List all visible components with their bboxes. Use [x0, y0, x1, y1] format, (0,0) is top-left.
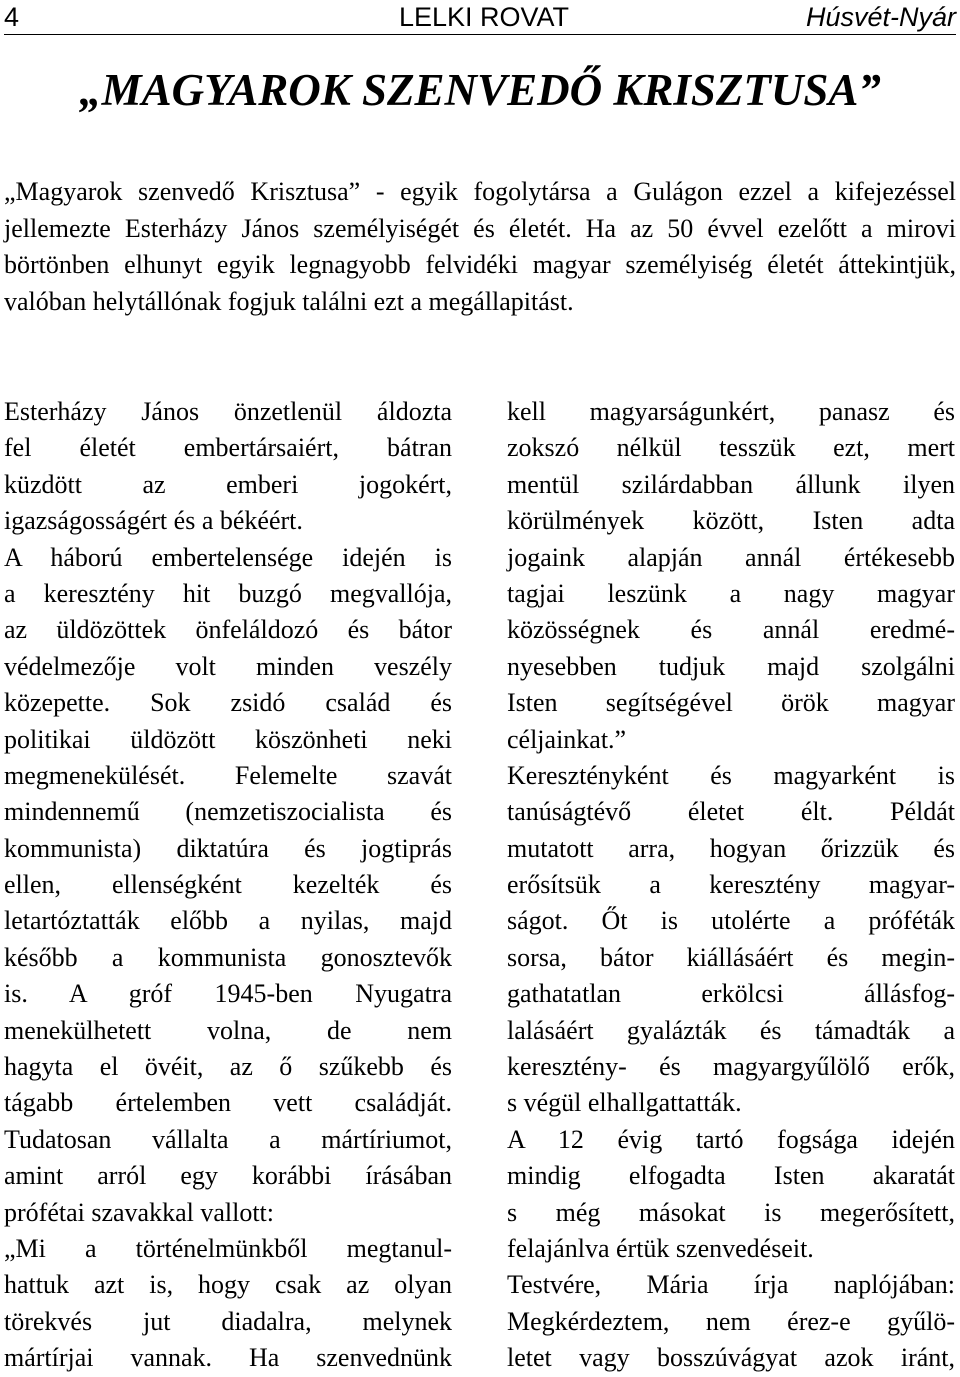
text-line: mentül szilárdabban állunk ilyen	[507, 469, 955, 499]
text-line: törekvés jut diadalra, melynek	[4, 1306, 452, 1336]
text-line: felajánlva értük szenvedéseit.	[507, 1233, 814, 1263]
issue-label: Húsvét-Nyár	[805, 2, 956, 32]
text-line: politikai üldözött köszönheti neki	[4, 724, 452, 754]
text-line: nyesebben tudjuk majd szolgálni	[507, 651, 955, 681]
text-line: Esterházy János önzetlenül áldozta	[4, 397, 452, 426]
running-header	[4, 0, 956, 35]
text-line: is. A gróf 1945-ben Nyugatra	[4, 979, 452, 1009]
text-line: hattuk azt is, hogy csak az olyan	[4, 1270, 452, 1300]
text-line: mutatott arra, hogyan őrizzük és	[507, 833, 955, 863]
text-line: A háború embertelensége idején is	[4, 542, 452, 572]
text-line: erősítsük a keresztény magyar-	[507, 870, 955, 900]
text-line: jogaink alapján annál értékesebb	[507, 542, 955, 572]
text-line: közösségnek és annál eredmé-	[507, 615, 955, 645]
text-line: „Mi a történelmünkből megtanul-	[4, 1233, 452, 1263]
text-line: Keresztényként és magyarként is	[507, 760, 955, 790]
text-line: A 12 évig tartó fogsága idején	[507, 1124, 955, 1154]
text-line: hagyta el övéit, az ő szűkebb és	[4, 1052, 452, 1082]
text-line: Megkérdeztem, nem érez-e gyűlö-	[507, 1306, 955, 1336]
text-line: körülmények között, Isten adta	[507, 506, 955, 536]
text-line: Testvére, Mária írja naplójában:	[507, 1270, 955, 1300]
page-number: 4	[4, 2, 20, 32]
text-line: küzdött az emberi jogokért,	[4, 469, 452, 499]
text-line: letet vagy bosszúvágyat azok iránt,	[507, 1343, 955, 1373]
text-line: fel életét embertársaiért, bátran	[4, 433, 452, 463]
text-line: keresztény- és magyargyűlölő erők,	[507, 1052, 955, 1082]
text-line: lalásáért gyalázták és támadták a	[507, 1015, 955, 1045]
section-title: LELKI ROVAT	[398, 2, 570, 32]
text-line: sorsa, bátor kiállásáért és megin-	[507, 942, 955, 972]
text-line: védelmezője volt minden veszély	[4, 651, 452, 681]
text-line: kell magyarságunkért, panasz és	[507, 397, 955, 426]
text-line: mindig elfogadta Isten akaratát	[507, 1161, 955, 1191]
text-line: kommunista) diktatúra és jogtiprás	[4, 833, 452, 863]
article-title: „MAGYAROK SZENVEDŐ KRISZTUSA”	[79, 65, 881, 115]
intro-paragraph: „Magyarok szenvedő Krisztusa” - egyik fogolytársa a Gulágon ezzel a kifejezéssel jellemezte Esterházy János személyiségét és életét. Ha az 50 évvel ezelőtt a mirovi börtönben elhunyt egyik legnagyobb felvidéki magyar személyiség életét áttekintjük, valóban helytállónak fogjuk találni ezt a megállapitást.	[4, 177, 956, 316]
text-line: ellen, ellenségként kezelték és	[4, 870, 452, 900]
text-line: az üldözöttek önfeláldozó és bátor	[4, 615, 452, 645]
text-line: igazságosságért és a békéért.	[4, 506, 303, 536]
text-line: mindennemű (nemzetiszocialista és	[4, 797, 452, 827]
text-line: a keresztény hit buzgó megvallója,	[4, 578, 452, 608]
text-line: Isten segítségével örök magyar	[507, 688, 955, 718]
text-line: mártírjai vannak. Ha szenvednünk	[4, 1343, 452, 1373]
text-line: s még másokat is megerősített,	[507, 1197, 955, 1227]
right-column	[507, 394, 955, 1377]
text-line: ságot. Őt is utolérte a próféták	[507, 906, 955, 936]
text-line: később a kommunista gonosztevők	[4, 942, 452, 972]
text-line: közepette. Sok zsidó család és	[4, 688, 452, 718]
text-line: céljainkat.”	[507, 724, 627, 754]
text-line: s végül elhallgattatták.	[507, 1088, 742, 1118]
text-line: amint arról egy korábbi írásában	[4, 1161, 452, 1191]
text-line: menekülhetett volna, de nem	[4, 1015, 452, 1045]
left-column	[4, 394, 452, 1377]
text-line: letartóztatták előbb a nyilas, majd	[4, 906, 452, 936]
text-line: tanúságtévő életet élt. Példát	[507, 797, 955, 827]
text-line: zokszó nélkül tesszük ezt, mert	[507, 433, 955, 463]
text-line: megmenekülését. Felemelte szavát	[4, 760, 452, 790]
text-line: gathatatlan erkölcsi állásfog-	[507, 979, 955, 1009]
text-line: Tudatosan vállalta a mártíriumot,	[4, 1124, 452, 1154]
text-line: prófétai szavakkal vallott:	[4, 1197, 275, 1227]
text-line: tágabb értelemben vett családját.	[4, 1088, 452, 1118]
text-line: tagjai leszünk a nagy magyar	[507, 578, 955, 608]
